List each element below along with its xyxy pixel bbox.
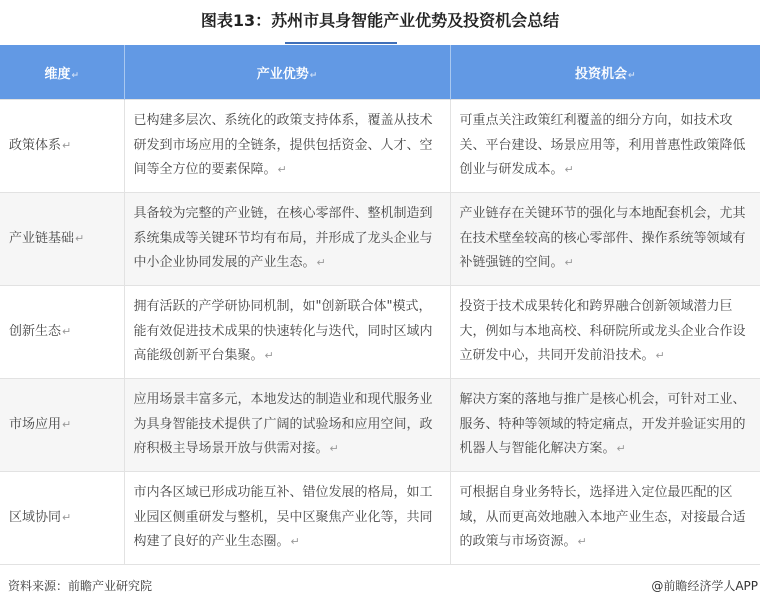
return-mark-icon: ↵ xyxy=(290,535,300,549)
table-row xyxy=(0,472,760,565)
opportunity-cell: 可重点关注政策红利覆盖的细分方向，如技术攻关、平台建设、场景应用等，利用普惠性政策降低创业与研发成本。↵ xyxy=(450,100,760,193)
table-row xyxy=(0,286,760,379)
return-mark-icon: ↵ xyxy=(329,442,339,456)
return-mark-icon: ↵ xyxy=(277,163,287,177)
return-mark-icon: ↵ xyxy=(564,256,574,270)
return-mark-icon: ↵ xyxy=(71,70,80,81)
opportunity-cell: 可根据自身业务特长，选择进入定位最匹配的区域，从而更高效地融入本地产业生态，对接最合适的政策与市场资源。↵ xyxy=(450,472,760,565)
return-mark-icon: ↵ xyxy=(627,70,636,81)
advantage-cell: 应用场景丰富多元，本地发达的制造业和现代服务业为具身智能技术提供了广阔的试验场和应用空间，政府积极主导场景开放与供需对接。↵ xyxy=(124,379,450,472)
header-opportunity: 投资机会↵ xyxy=(450,45,760,100)
advantage-cell: 市内各区域已形成功能互补、错位发展的格局，如工业园区侧重研发与整机，吴中区聚焦产业化等，共同构建了良好的产业生态圈。↵ xyxy=(124,472,450,565)
dimension-cell: 区域协同↵ xyxy=(0,472,124,565)
figure-title: 图表13：苏州市具身智能产业优势及投资机会总结 xyxy=(200,11,560,30)
advantage-cell: 具备较为完整的产业链，在核心零部件、整机制造到系统集成等关键环节均有布局，并形成了龙头企业与中小企业协同发展的产业生态。↵ xyxy=(124,193,450,286)
advantage-cell: 拥有活跃的产学研协同机制，如"创新联合体"模式，能有效促进技术成果的快速转化与迭代，同时区域内高能级创新平台集聚。↵ xyxy=(124,286,450,379)
return-mark-icon: ↵ xyxy=(264,349,274,363)
title-accent-line xyxy=(285,42,397,44)
table-row xyxy=(0,193,760,286)
return-mark-icon: ↵ xyxy=(62,138,72,152)
header-dimension: 维度↵ xyxy=(0,45,124,100)
return-mark-icon: ↵ xyxy=(62,510,72,524)
return-mark-icon: ↵ xyxy=(75,231,85,245)
opportunity-cell: 解决方案的落地与推广是核心机会，可针对工业、服务、特种等领域的特定痛点，开发并验证实用的机器人与智能化解决方案。↵ xyxy=(450,379,760,472)
return-mark-icon: ↵ xyxy=(655,349,665,363)
table-header-row xyxy=(0,45,760,100)
table-row xyxy=(0,100,760,193)
header-advantage: 产业优势↵ xyxy=(124,45,450,100)
return-mark-icon: ↵ xyxy=(309,70,318,81)
opportunity-cell: 投资于技术成果转化和跨界融合创新领域潜力巨大，例如与本地高校、科研院所或龙头企业合作设立研发中心，共同开发前沿技术。↵ xyxy=(450,286,760,379)
opportunity-cell: 产业链存在关键环节的强化与本地配套机会，尤其在技术壁垒较高的核心零部件、操作系统等领域有补链强链的空间。↵ xyxy=(450,193,760,286)
return-mark-icon: ↵ xyxy=(577,535,587,549)
return-mark-icon: ↵ xyxy=(564,163,574,177)
summary-table xyxy=(0,45,760,565)
dimension-cell: 政策体系↵ xyxy=(0,100,124,193)
return-mark-icon: ↵ xyxy=(62,417,72,431)
credit-note: @前瞻经济学人APP xyxy=(651,579,758,593)
dimension-cell: 产业链基础↵ xyxy=(0,193,124,286)
return-mark-icon: ↵ xyxy=(62,324,72,338)
advantage-cell: 已构建多层次、系统化的政策支持体系，覆盖从技术研发到市场应用的全链条，提供包括资金、人才、空间等全方位的要素保障。↵ xyxy=(124,100,450,193)
dimension-cell: 市场应用↵ xyxy=(0,379,124,472)
dimension-cell: 创新生态↵ xyxy=(0,286,124,379)
return-mark-icon: ↵ xyxy=(316,256,326,270)
source-note: 资料来源：前瞻产业研究院 xyxy=(8,579,153,593)
return-mark-icon: ↵ xyxy=(616,442,626,456)
table-row xyxy=(0,379,760,472)
